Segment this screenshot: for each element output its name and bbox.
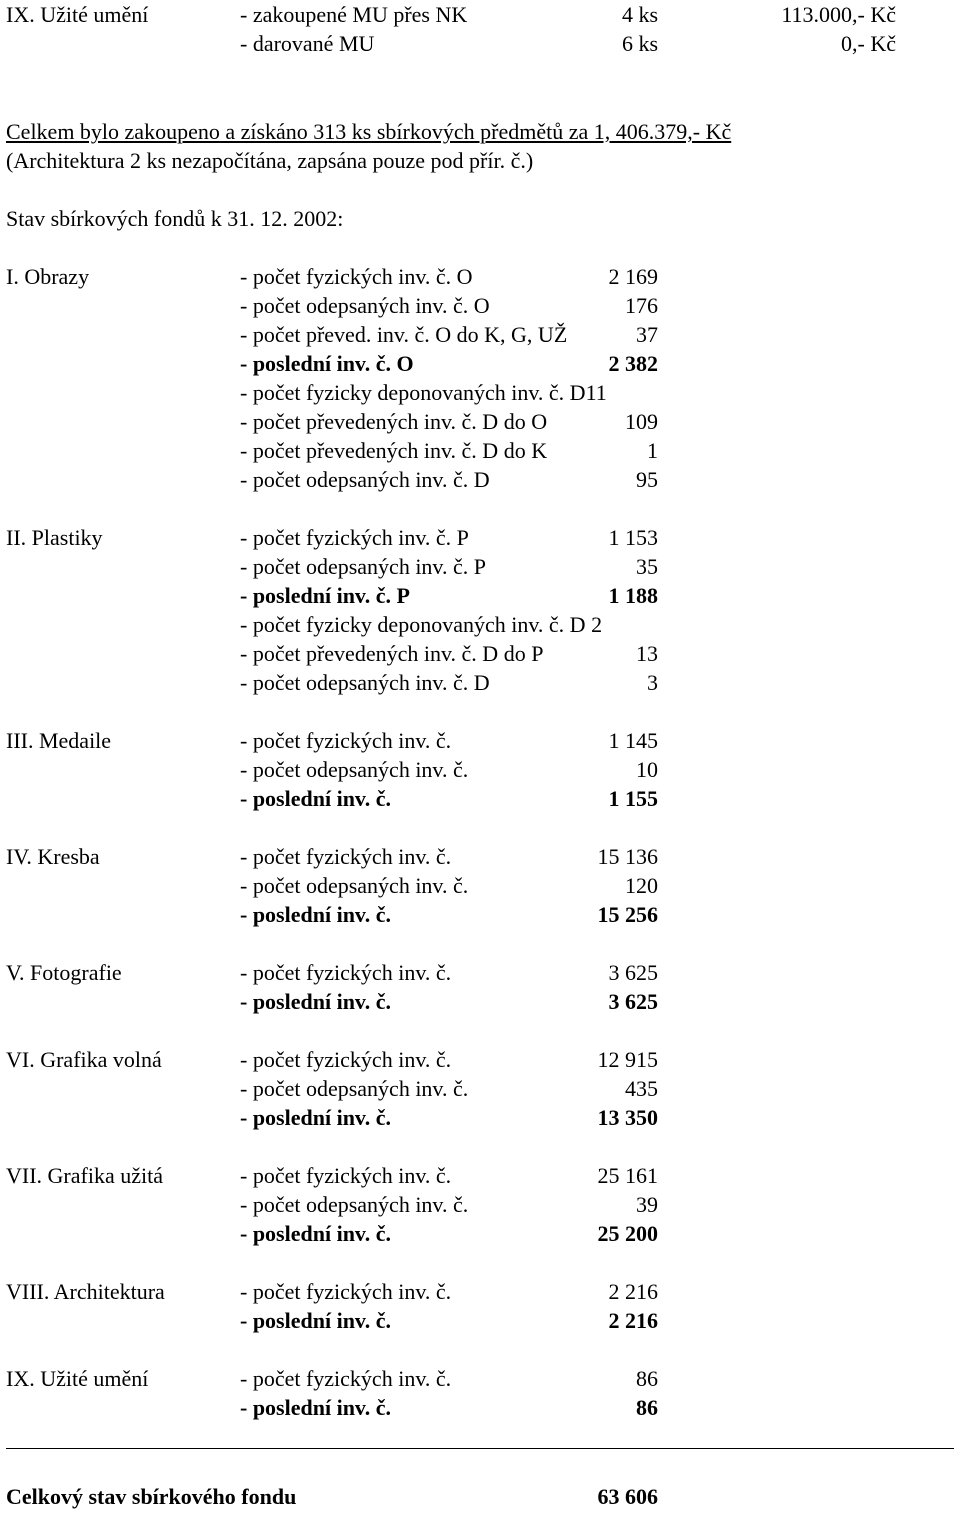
row-value: 435 — [625, 1076, 658, 1101]
divider-line — [6, 1448, 954, 1449]
row-value: 95 — [636, 467, 658, 492]
inventory-row — [0, 262, 960, 291]
row-value: 113.000,- Kč — [781, 2, 896, 27]
section-name: I. Obrazy — [6, 264, 90, 289]
row-label: - poslední inv. č. — [240, 1105, 391, 1130]
row-label: - počet fyzických inv. č. P — [240, 525, 469, 550]
row-label: - zakoupené MU přes NK — [240, 2, 468, 27]
inventory-row-total — [0, 1306, 960, 1335]
purchase-row — [0, 0, 960, 29]
row-value: 86 — [636, 1366, 658, 1391]
row-label: - poslední inv. č. — [240, 902, 391, 927]
row-label: - počet fyzicky deponovaných inv. č. D11 — [240, 380, 607, 405]
inventory-row — [0, 1364, 960, 1393]
inventory-row — [0, 610, 960, 639]
section-name: IX. Užité umění — [6, 2, 149, 27]
row-label: - počet fyzických inv. č. — [240, 844, 452, 869]
inventory-row — [0, 436, 960, 465]
row-label: - počet odepsaných inv. č. — [240, 1192, 469, 1217]
inventory-row-total — [0, 987, 960, 1016]
row-label: - počet odepsaných inv. č. — [240, 873, 469, 898]
row-value: 109 — [625, 409, 658, 434]
inventory-row — [0, 1161, 960, 1190]
row-label: - počet fyzických inv. č. — [240, 728, 452, 753]
inventory-row — [0, 1190, 960, 1219]
row-value: 2 382 — [608, 351, 658, 376]
stav-heading: Stav sbírkových fondů k 31. 12. 2002: — [6, 206, 344, 231]
row-value: 1 — [647, 438, 658, 463]
inventory-row — [0, 958, 960, 987]
summary-note-line: (Architektura 2 ks nezapočítána, zapsána pouze pod přír. č.) — [6, 148, 534, 173]
row-value: 15 136 — [597, 844, 658, 869]
row-value: 39 — [636, 1192, 658, 1217]
row-label: - darované MU — [240, 31, 375, 56]
row-value: 3 — [647, 670, 658, 695]
row-label: - počet fyzických inv. č. — [240, 1047, 452, 1072]
section-name: VII. Grafika užitá — [6, 1163, 163, 1188]
grand-total-row — [0, 1482, 960, 1511]
inventory-row-total — [0, 784, 960, 813]
inventory-row-total — [0, 349, 960, 378]
row-label: - poslední inv. č. — [240, 989, 391, 1014]
row-value: 2 169 — [608, 264, 658, 289]
row-label: - poslední inv. č. O — [240, 351, 414, 376]
row-label: - počet převedených inv. č. D do K — [240, 438, 548, 463]
row-label: - počet fyzických inv. č. — [240, 1366, 452, 1391]
inventory-row — [0, 291, 960, 320]
inventory-row — [0, 465, 960, 494]
row-value: 120 — [625, 873, 658, 898]
row-value: 35 — [636, 554, 658, 579]
row-label: - počet převedených inv. č. D do O — [240, 409, 548, 434]
inventory-row — [0, 523, 960, 552]
section-name: IX. Užité umění — [6, 1366, 149, 1391]
inventory-row — [0, 1277, 960, 1306]
row-label: - poslední inv. č. — [240, 786, 391, 811]
row-value: 1 188 — [608, 583, 658, 608]
row-label: - poslední inv. č. P — [240, 583, 410, 608]
grand-total-value: 63 606 — [597, 1484, 658, 1509]
row-label: - poslední inv. č. — [240, 1308, 391, 1333]
inventory-row-total — [0, 900, 960, 929]
section-name: VIII. Architektura — [6, 1279, 165, 1304]
row-label: - počet fyzicky deponovaných inv. č. D 2 — [240, 612, 603, 637]
row-value: 86 — [636, 1395, 658, 1420]
inventory-row — [0, 668, 960, 697]
row-label: - počet odepsaných inv. č. D — [240, 467, 490, 492]
summary-total-line: Celkem bylo zakoupeno a získáno 313 ks sbírkových předmětů za 1, 406.379,- Kč — [6, 119, 732, 144]
row-value: 25 200 — [597, 1221, 658, 1246]
row-label: - počet převed. inv. č. O do K, G, UŽ — [240, 322, 568, 347]
row-label: - počet fyzických inv. č. — [240, 1279, 452, 1304]
row-label: - počet fyzických inv. č. O — [240, 264, 473, 289]
row-value: 0,- Kč — [841, 31, 896, 56]
inventory-row-total — [0, 1103, 960, 1132]
row-label: - počet odepsaných inv. č. P — [240, 554, 487, 579]
inventory-row — [0, 378, 960, 407]
row-value: 3 625 — [608, 960, 658, 985]
section-name: II. Plastiky — [6, 525, 103, 550]
row-label: - počet fyzických inv. č. — [240, 960, 452, 985]
grand-total-label: Celkový stav sbírkového fondu — [6, 1484, 297, 1509]
inventory-row-total — [0, 1219, 960, 1248]
row-label: - počet odepsaných inv. č. D — [240, 670, 490, 695]
row-label: - poslední inv. č. — [240, 1395, 391, 1420]
row-value: 2 216 — [608, 1279, 658, 1304]
row-value: 2 216 — [608, 1308, 658, 1333]
section-name: IV. Kresba — [6, 844, 100, 869]
purchase-row — [0, 29, 960, 58]
inventory-row — [0, 320, 960, 349]
row-value: 176 — [625, 293, 658, 318]
inventory-row — [0, 726, 960, 755]
inventory-row-total — [0, 1393, 960, 1422]
row-count: 4 ks — [621, 2, 658, 27]
inventory-row — [0, 755, 960, 784]
row-value: 10 — [636, 757, 658, 782]
row-count: 6 ks — [621, 31, 658, 56]
row-value: 15 256 — [597, 902, 658, 927]
inventory-row-total — [0, 581, 960, 610]
row-value: 13 — [636, 641, 658, 666]
row-value: 3 625 — [608, 989, 658, 1014]
inventory-row — [0, 1045, 960, 1074]
inventory-row — [0, 639, 960, 668]
section-name: III. Medaile — [6, 728, 112, 753]
inventory-row — [0, 1074, 960, 1103]
row-label: - počet odepsaných inv. č. O — [240, 293, 490, 318]
row-value: 1 155 — [608, 786, 658, 811]
row-value: 12 915 — [597, 1047, 658, 1072]
row-value: 13 350 — [597, 1105, 658, 1130]
row-value: 1 145 — [608, 728, 658, 753]
row-label: - počet převedených inv. č. D do P — [240, 641, 544, 666]
row-label: - počet odepsaných inv. č. — [240, 757, 469, 782]
row-label: - počet odepsaných inv. č. — [240, 1076, 469, 1101]
row-value: 1 153 — [608, 525, 658, 550]
inventory-row — [0, 407, 960, 436]
inventory-row — [0, 871, 960, 900]
section-name: V. Fotografie — [6, 960, 122, 985]
inventory-row — [0, 842, 960, 871]
row-value: 25 161 — [597, 1163, 658, 1188]
inventory-row — [0, 552, 960, 581]
row-value: 37 — [636, 322, 658, 347]
row-label: - počet fyzických inv. č. — [240, 1163, 452, 1188]
section-name: VI. Grafika volná — [6, 1047, 162, 1072]
row-label: - poslední inv. č. — [240, 1221, 391, 1246]
